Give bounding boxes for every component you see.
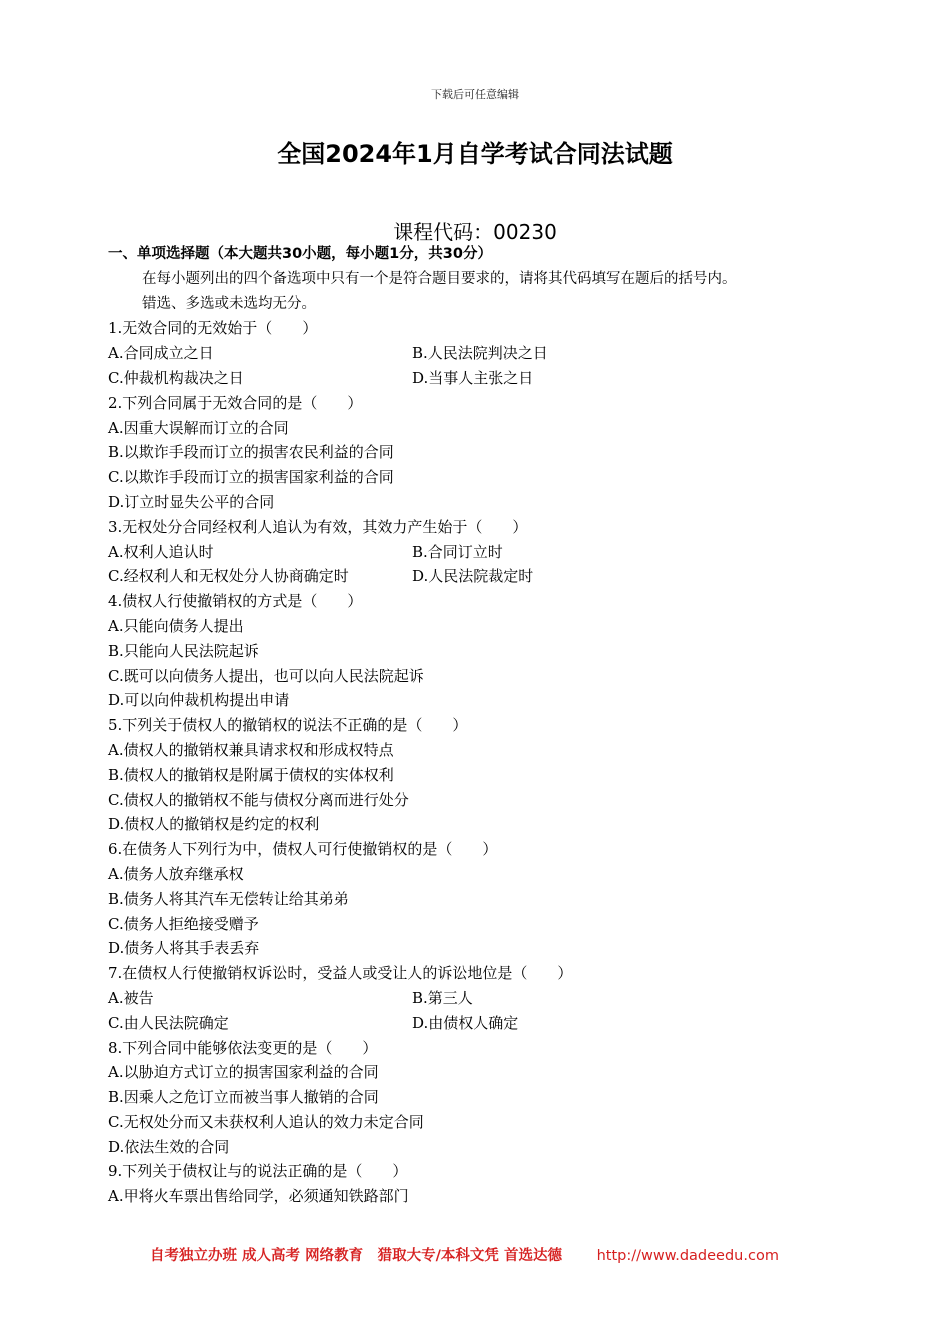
option: C.以欺诈手段而订立的损害国家利益的合同 — [108, 468, 394, 487]
option: C.既可以向债务人提出，也可以向人民法院起诉 — [108, 666, 424, 685]
option: D.人民法院裁定时 — [412, 567, 534, 586]
option-row — [108, 564, 848, 589]
question-stem: 3.无权处分合同经权利人追认为有效，其效力产生始于（ ） — [108, 517, 528, 536]
footer-url-link[interactable]: http://www.dadeedu.com — [596, 1248, 779, 1264]
option: A.甲将火车票出售给同学，必须通知铁路部门 — [108, 1187, 409, 1206]
option: D.订立时显失公平的合同 — [108, 492, 275, 511]
option: A.权利人追认时 — [108, 542, 214, 561]
option: B.因乘人之危订立而被当事人撤销的合同 — [108, 1088, 379, 1107]
option: C.无权处分而又未获权利人追认的效力未定合同 — [108, 1112, 424, 1131]
option: B.第三人 — [412, 988, 473, 1007]
question-stem: 8.下列合同中能够依法变更的是（ ） — [108, 1038, 378, 1057]
option: B.合同订立时 — [412, 542, 503, 561]
option-row — [108, 341, 848, 366]
option: A.债权人的撤销权兼具请求权和形成权特点 — [108, 740, 394, 759]
option: A.债务人放弃继承权 — [108, 864, 244, 883]
option: A.只能向债务人提出 — [108, 616, 244, 635]
option: B.债务人将其汽车无偿转让给其弟弟 — [108, 889, 349, 908]
option: D.债务人将其手表丢弃 — [108, 939, 260, 958]
instruction-line: 在每小题列出的四个备选项中只有一个是符合题目要求的，请将其代码填写在题后的括号内。 — [142, 270, 737, 287]
option: A.以胁迫方式订立的损害国家利益的合同 — [108, 1063, 379, 1082]
option-row — [108, 540, 848, 565]
question-stem: 5.下列关于债权人的撤销权的说法不正确的是（ ） — [108, 716, 468, 735]
option: C.经权利人和无权处分人协商确定时 — [108, 567, 349, 586]
option: D.由债权人确定 — [412, 1013, 519, 1032]
question-stem: 2.下列合同属于无效合同的是（ ） — [108, 393, 363, 412]
question-stem: 4.债权人行使撤销权的方式是（ ） — [108, 592, 363, 611]
section-heading: 一、单项选择题（本大题共30小题，每小题1分，共30分） — [108, 246, 492, 262]
option-row — [108, 1011, 848, 1036]
option: B.只能向人民法院起诉 — [108, 641, 259, 660]
header-note: 下载后可任意编辑 — [431, 88, 519, 101]
option-row — [108, 366, 848, 391]
option: A.被告 — [108, 988, 154, 1007]
question-stem: 9.下列关于债权让与的说法正确的是（ ） — [108, 1162, 408, 1181]
option: A.因重大误解而订立的合同 — [108, 418, 289, 437]
question-stem: 6.在债务人下列行为中，债权人可行使撤销权的是（ ） — [108, 840, 498, 859]
instruction-line: 错选、多选或未选均无分。 — [142, 295, 316, 312]
option: A.合同成立之日 — [108, 344, 214, 363]
question-stem: 1.无效合同的无效始于（ ） — [108, 319, 318, 338]
option: C.由人民法院确定 — [108, 1013, 229, 1032]
option: B.债权人的撤销权是附属于债权的实体权利 — [108, 765, 394, 784]
option: C.债务人拒绝接受赠予 — [108, 914, 259, 933]
footer-ad-text: 自考独立办班 成人高考 网络教育 猎取大专/本科文凭 首选达德 — [150, 1248, 562, 1264]
question-stem: 7.在债权人行使撤销权诉讼时，受益人或受让人的诉讼地位是（ ） — [108, 964, 573, 983]
exam-content — [108, 242, 848, 1209]
option: B.人民法院判决之日 — [412, 344, 548, 363]
page-title: 全国2024年1月自学考试合同法试题 — [277, 140, 673, 168]
option: D.当事人主张之日 — [412, 368, 534, 387]
option: D.依法生效的合同 — [108, 1137, 230, 1156]
option: D.可以向仲裁机构提出申请 — [108, 691, 290, 710]
option: D.债权人的撤销权是约定的权利 — [108, 815, 320, 834]
option: C.债权人的撤销权不能与债权分离而进行处分 — [108, 790, 409, 809]
footer-banner — [150, 1244, 850, 1265]
option: C.仲裁机构裁决之日 — [108, 368, 244, 387]
option: B.以欺诈手段而订立的损害农民利益的合同 — [108, 443, 394, 462]
option-row — [108, 986, 848, 1011]
course-code: 课程代码：00230 — [393, 220, 557, 244]
